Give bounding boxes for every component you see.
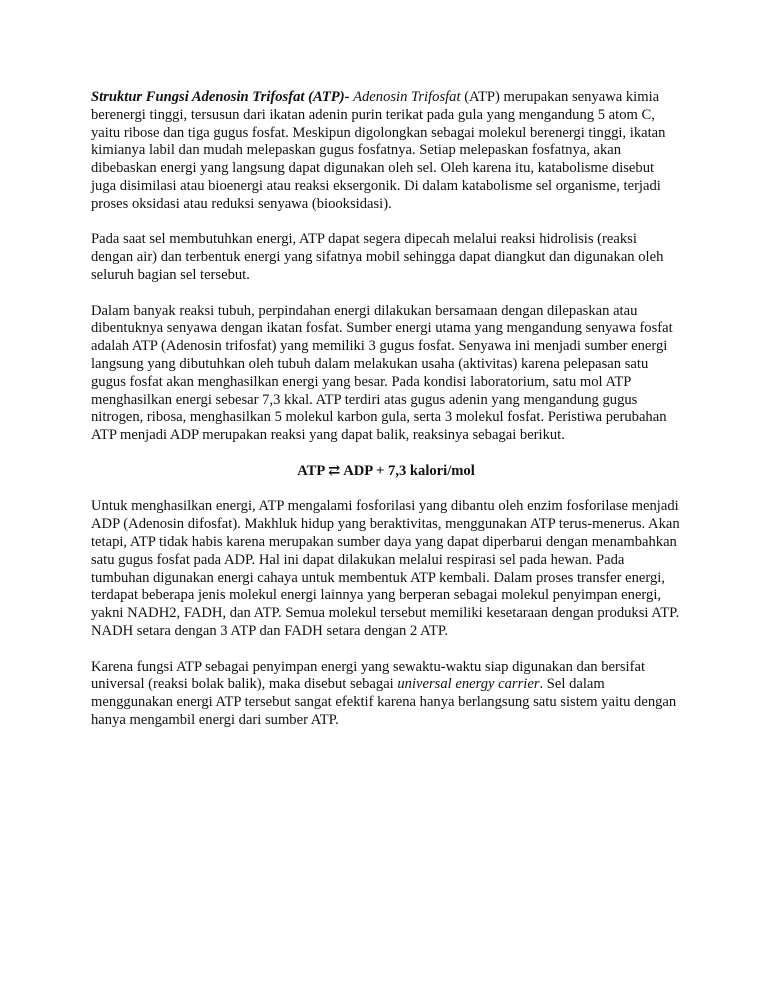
intro-term: Adenosin Trifosfat [353,89,461,105]
carrier-term: universal energy carrier [397,676,540,693]
carrier-text-before: Karena fungsi ATP sebagai penyimpan energi yang sewaktu-waktu siap digunakan dan bersifat universal (reaksi bolak balik), maka disebut sebagai [91,658,645,693]
document-title: Struktur Fungsi Adenosin Trifosfat (ATP)- [91,89,350,105]
paragraph-phosphorylation: Untuk menghasilkan energi, ATP mengalami fosforilasi yang dibantu oleh enzim fosforilase menjadi ADP (Adenosin difosfat). Makhluk hidup yang beraktivitas, menggunakan ATP terus-menerus. Akan tetapi, ATP tidak habis karena merupakan sumber daya yang dapat diperbarui dengan menambahkan satu gugus fosfat pada ADP. Hal ini dapat dilakukan melalui respirasi sel pada hewan. Pada tumbuhan digunakan energi cahaya untuk membentuk ATP kembali. Dalam proses transfer energi, terdapat beberapa jenis molekul energi lainnya yang berperan sebagai molekul penyimpan energi, yakni NADH2, FADH, dan ATP. Semua molekul tersebut memiliki kesetaraan dengan produksi ATP. NADH setara dengan 3 ATP dan FADH setara dengan 2 ATP. [91,498,680,639]
paragraph-intro [91,89,681,214]
paragraph-energy-carrier [91,659,681,730]
atp-equation: ATP ⇄ ADP + 7,3 kalori/mol [297,462,475,479]
intro-text: (ATP) merupakan senyawa kimia berenergi tinggi, tersusun dari ikatan adenin purin terikat pada gula yang mengandung 5 atom C, yaitu ribose dan tiga gugus fosfat. Meskipun digolongkan sebagai molekul berenergi tinggi, ikatan kimianya labil dan mudah melepaskan gugus fosfatnya. Setiap melepaskan fosfatnya, akan dibebaskan energi yang langsung dapat digunakan oleh sel. Oleh karena itu, katabolisme disebut juga disimilasi atau bioenergi atau reaksi eksergonik. Di dalam katabolisme sel organisme, terjadi proses oksidasi atau reduksi senyawa (biooksidasi). [91,89,666,212]
paragraph-hydrolysis: Pada saat sel membutuhkan energi, ATP dapat segera dipecah melalui reaksi hidrolisis (reaksi dengan air) dan terbentuk energi yang sifatnya mobil sehingga dapat diangkut dan digunakan oleh seluruh bagian sel tersebut. [91,231,664,283]
document-page [91,89,681,747]
paragraph-phosphate: Dalam banyak reaksi tubuh, perpindahan energi dilakukan bersamaan dengan dilepaskan atau dibentuknya senyawa dengan ikatan fosfat. Sumber energi utama yang mengandung senyawa fosfat adalah ATP (Adenosin trifosfat) yang memiliki 3 gugus fosfat. Senyawa ini menjadi sumber energi langsung yang dibutuhkan oleh tubuh dalam melakukan usaha (aktivitas) karena pelepasan satu gugus fosfat akan menghasilkan energi yang besar. Pada kondisi laboratorium, satu mol ATP menghasilkan energi sebesar 7,3 kkal. ATP terdiri atas gugus adenin yang mengandung gugus nitrogen, ribosa, menghasilkan 5 molekul karbon gula, serta 3 molekul fosfat. Peristiwa perubahan ATP menjadi ADP merupakan reaksi yang dapat balik, reaksinya sebagai berikut. [91,302,673,444]
carrier-text-after: . Sel dalam menggunakan energi ATP tersebut sangat efektif karena hanya berlangsung satu sistem yaitu dengan hanya mengambil energi dari sumber ATP. [91,676,677,728]
